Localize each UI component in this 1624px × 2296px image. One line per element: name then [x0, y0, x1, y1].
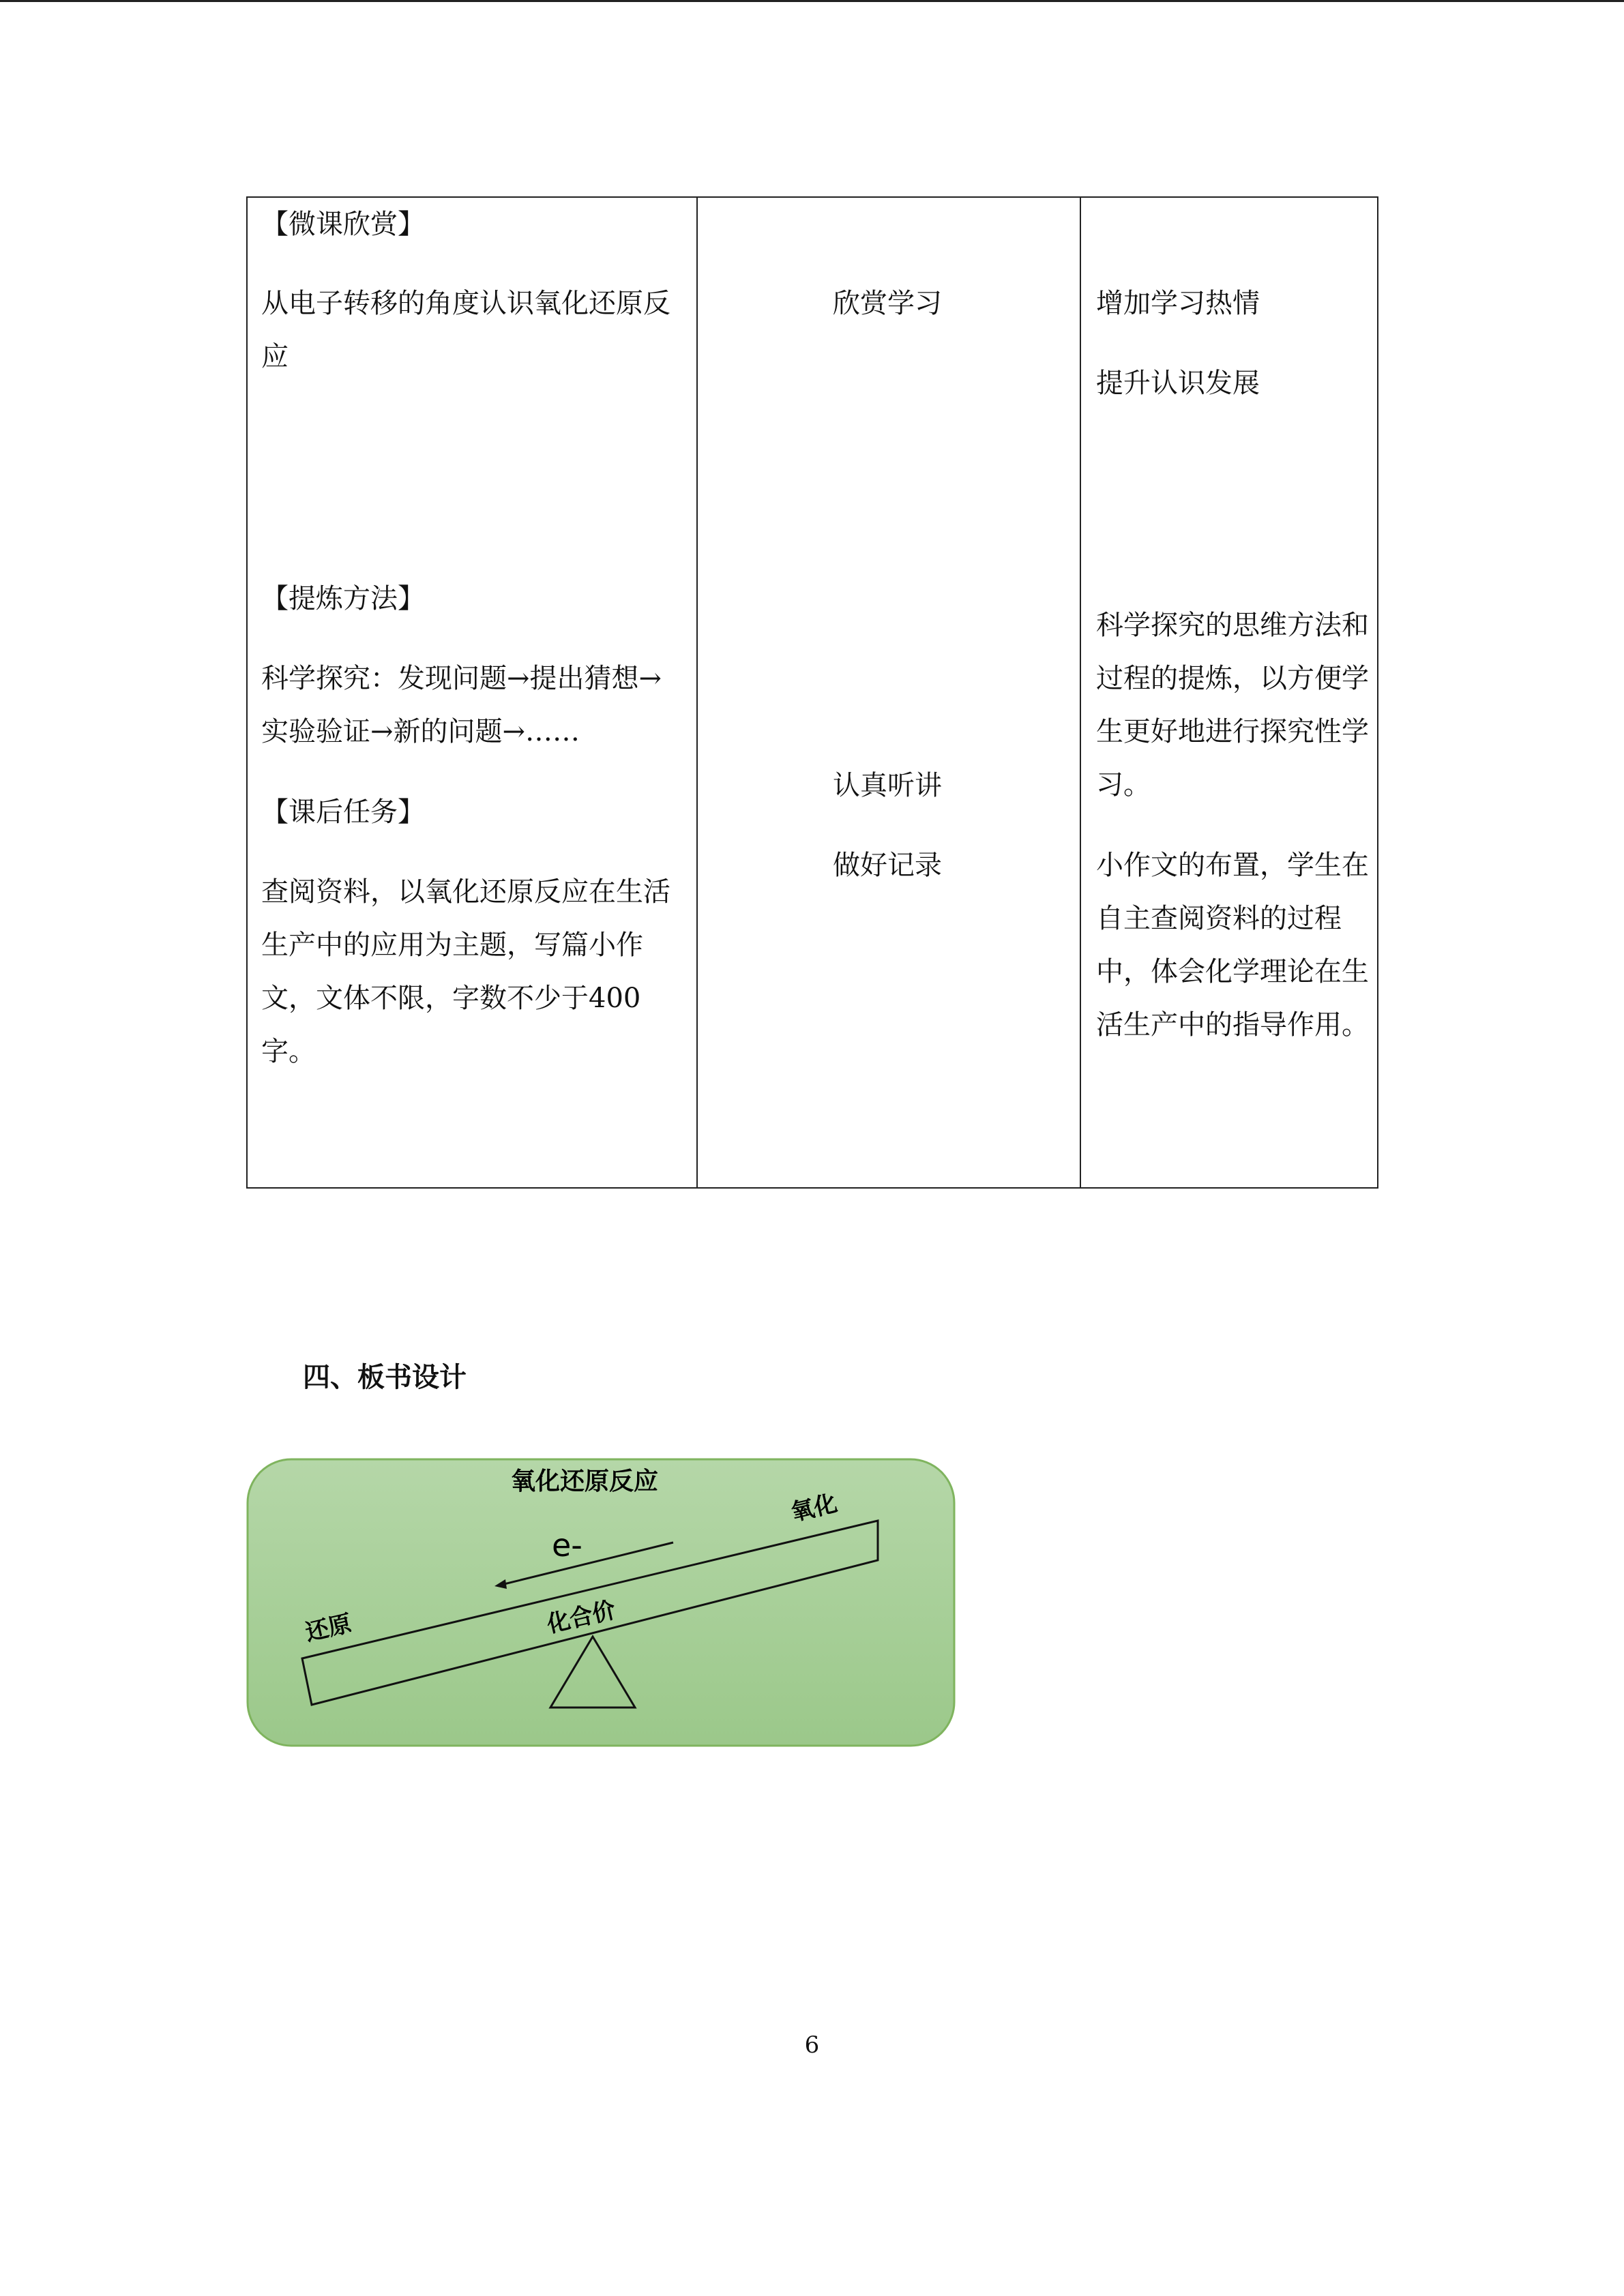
label-valence: 化合价: [544, 1596, 619, 1639]
design-intent-cell: [1080, 197, 1378, 1188]
table-row: [247, 197, 1378, 1188]
homework-text: 查阅资料，以氧化还原反应在生活生产中的应用为主题，写篇小作文，文体不限，字数不少于400字。: [261, 876, 670, 1067]
student-activity-cell: [697, 197, 1080, 1188]
weike-text: 从电子转移的角度认识氧化还原反应: [261, 288, 670, 372]
method-text: 科学探究：发现问题→提出猜想→实验验证→新的问题→……: [261, 663, 662, 747]
intent-essay: 小作文的布置，学生在自主查阅资料的过程中，体会化学理论在生活生产中的指导作用。: [1096, 850, 1369, 1041]
activity-listen: 认真听讲: [833, 770, 942, 801]
label-oxidation: 氧化: [788, 1489, 840, 1527]
page-number: 6: [804, 2031, 820, 2059]
activity-appreciate: 欣赏学习: [833, 288, 942, 319]
intent-method: 科学探究的思维方法和过程的提炼，以方便学生更好地进行探究性学习。: [1096, 610, 1369, 801]
intent-enthusiasm: 增加学习热情: [1096, 288, 1260, 319]
section-heading: 四、板书设计: [303, 1362, 467, 1393]
homework-title: 【课后任务】: [261, 796, 425, 828]
top-border-line: [0, 0, 1624, 2]
lesson-activity-table: [246, 196, 1378, 1189]
board-title: 氧化还原反应: [510, 1467, 659, 1495]
method-title: 【提炼方法】: [261, 583, 425, 614]
weike-title: 【微课欣赏】: [261, 209, 425, 240]
teacher-activity-cell: [247, 197, 697, 1188]
activity-notes: 做好记录: [833, 850, 942, 881]
label-electron: e-: [552, 1527, 582, 1564]
intent-cognition: 提升认识发展: [1096, 368, 1260, 399]
blackboard-design-diagram: [246, 1458, 956, 1747]
label-reduction: 还原: [303, 1609, 355, 1647]
